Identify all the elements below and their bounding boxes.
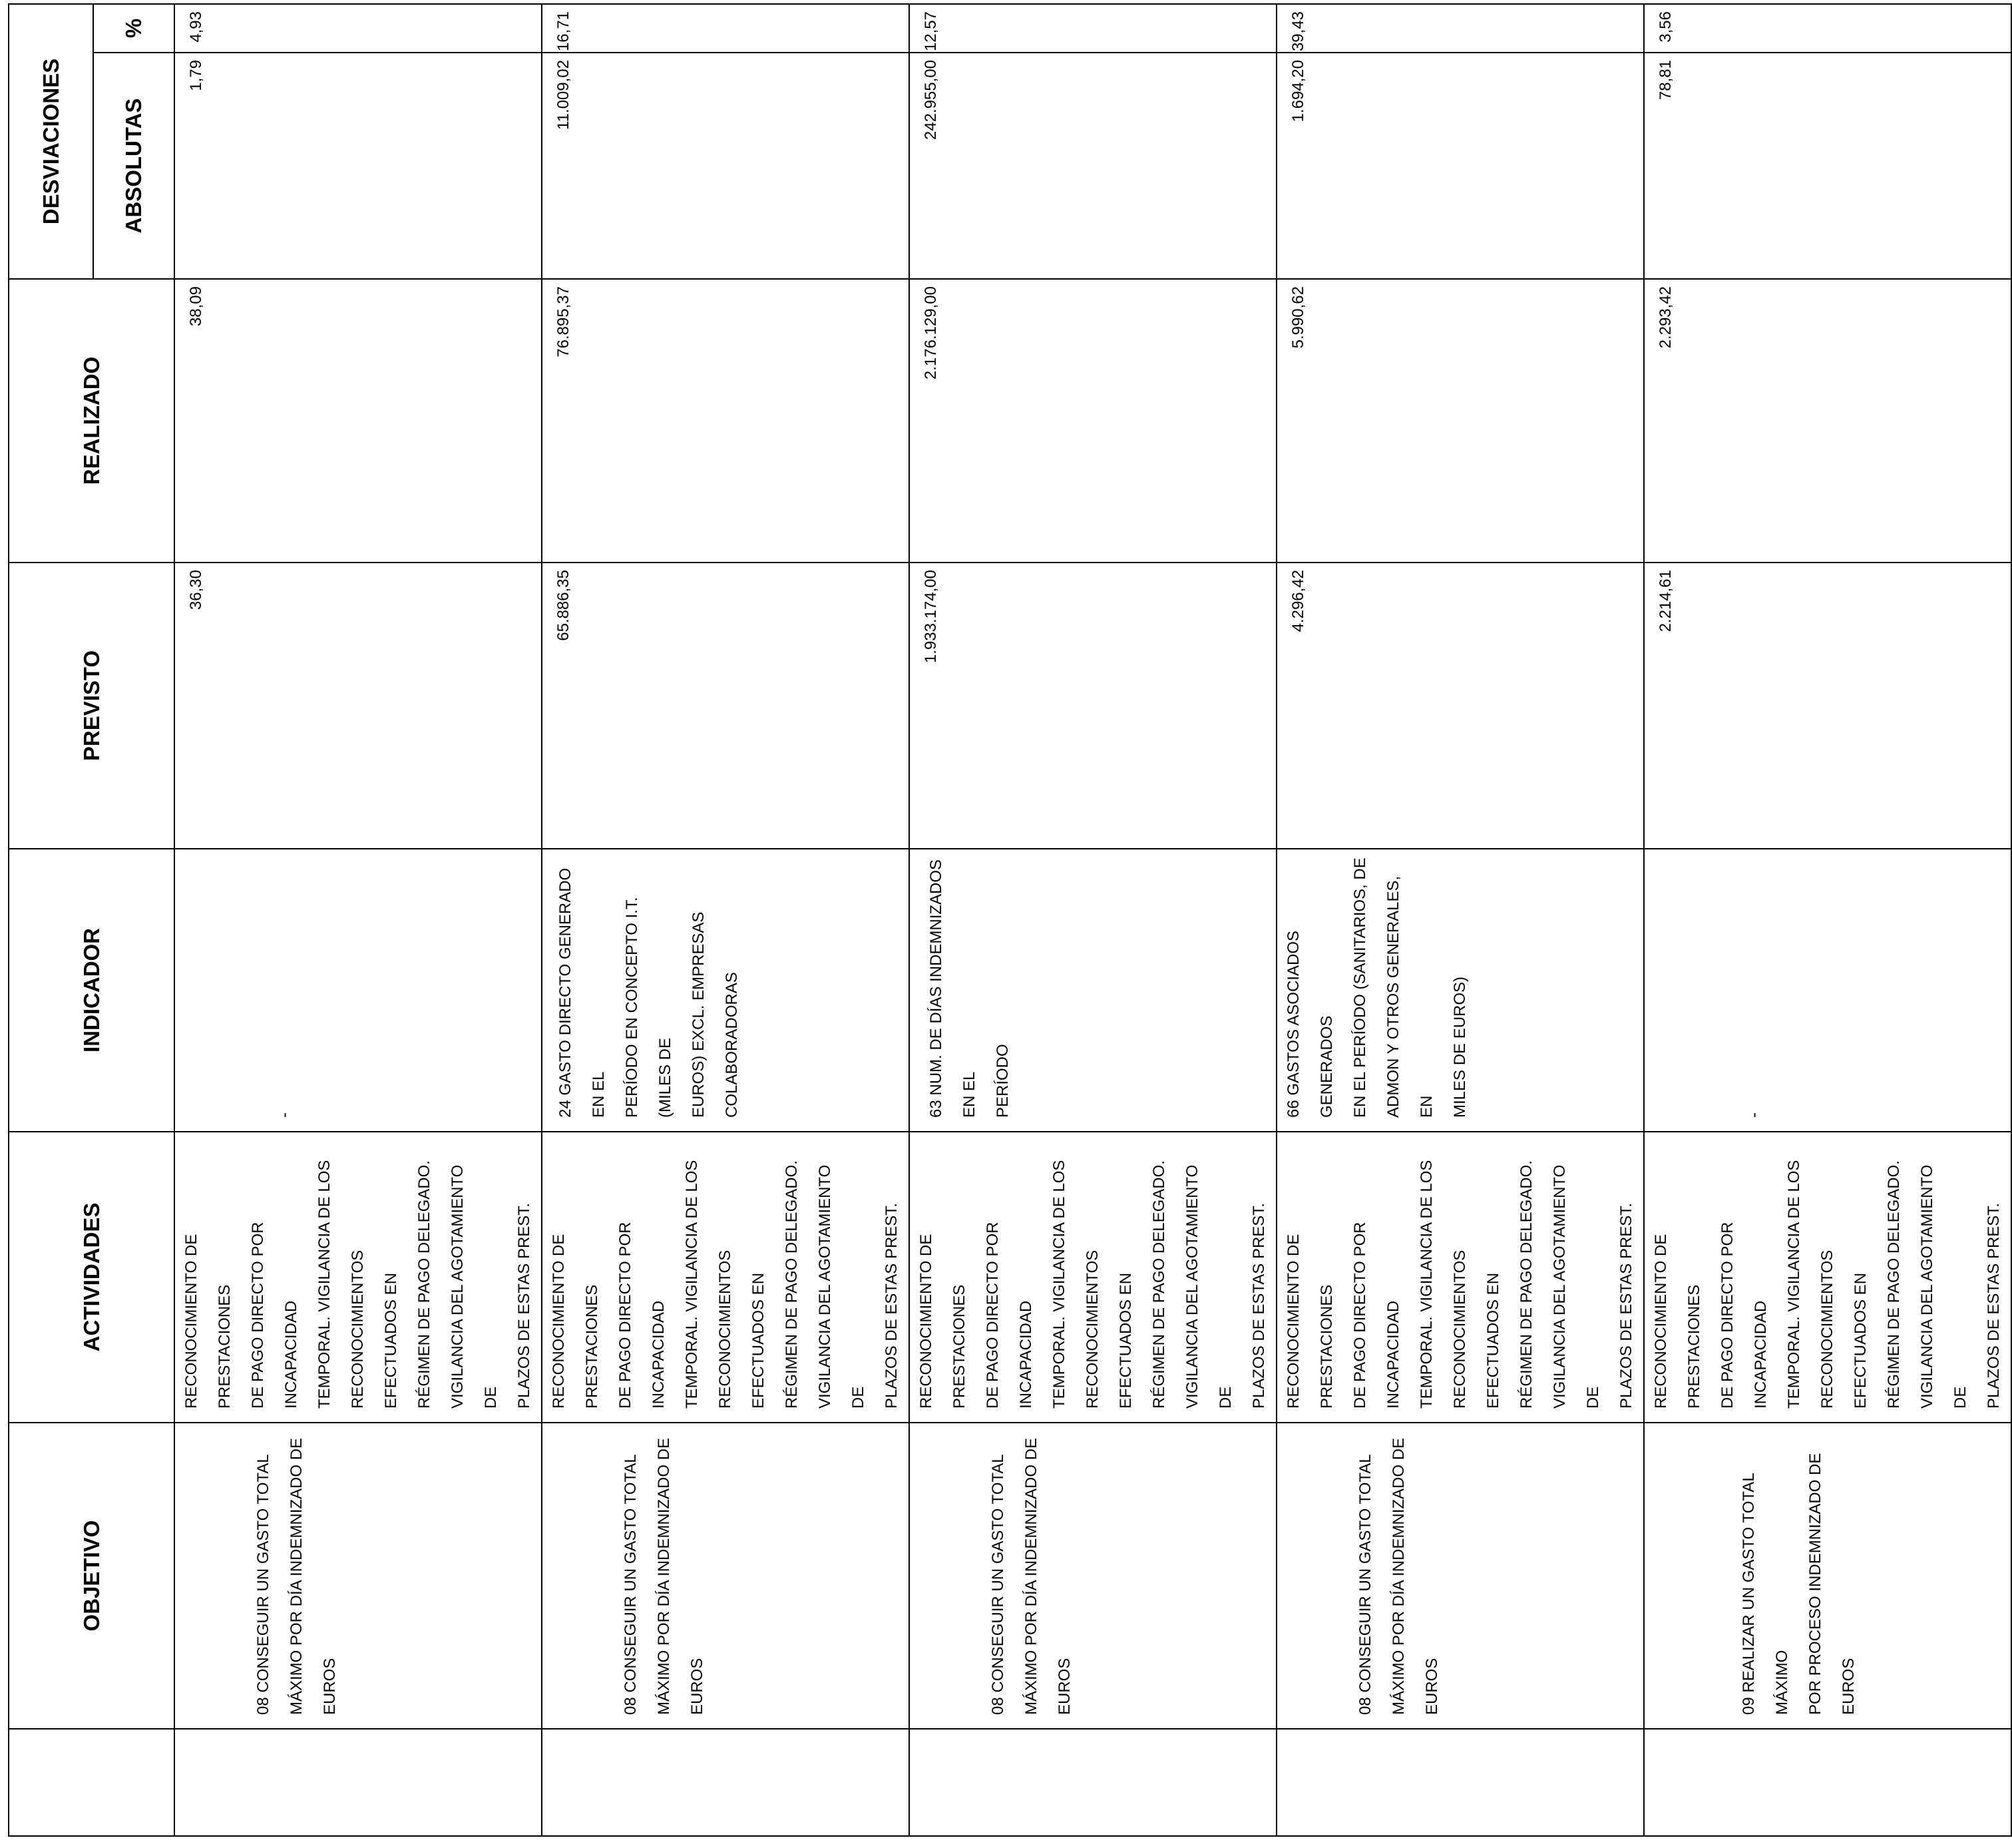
objetivo-cell bbox=[174, 1423, 542, 1729]
actividades-cell-line: RECONOCIMIENTOS EFECTUADOS EN bbox=[349, 1250, 400, 1409]
previsto-value: 36,30 bbox=[187, 570, 205, 610]
actividades-cell-line: TEMPORAL. VIGILANCIA DE LOS bbox=[1785, 1160, 1803, 1409]
actividades-cell-line: PLAZOS DE ESTAS PREST. bbox=[515, 1203, 533, 1409]
previsto-value: 65.886,35 bbox=[554, 570, 572, 641]
actividades-cell-line: RECONOCIMIENTO DE PRESTACIONES bbox=[182, 1234, 234, 1409]
actividades-cell bbox=[542, 1132, 909, 1423]
indicador-cell bbox=[542, 849, 909, 1132]
indicador-cell-line: EN EL PERÍODO (SANITARIOS, DE bbox=[1351, 857, 1369, 1118]
header-absolutas: ABSOLUTAS bbox=[93, 53, 174, 279]
objetivo-cell-line: 08 CONSEGUIR UN GASTO TOTAL bbox=[622, 1454, 640, 1715]
header-desviaciones: DESVIACIONES bbox=[9, 4, 93, 279]
realizado-value: 2.293,42 bbox=[1657, 286, 1675, 349]
realizado-cell bbox=[542, 279, 909, 563]
absolutas-cell bbox=[1644, 53, 2011, 279]
indicador-cell bbox=[1644, 849, 2011, 1132]
previsto-cell bbox=[909, 563, 1277, 849]
actividades-cell-line: VIGILANCIA DEL AGOTAMIENTO DE bbox=[1918, 1164, 1969, 1409]
objetivo-cell bbox=[1644, 1423, 2011, 1729]
absolutas-cell bbox=[542, 53, 909, 279]
indicador-cell-line: EUROS) EXCL. EMPRESAS bbox=[690, 911, 707, 1118]
left-margin-cell bbox=[542, 1729, 909, 1836]
porcentaje-value: 3,56 bbox=[1657, 11, 1675, 43]
realizado-cell bbox=[174, 279, 542, 563]
actividades-cell-line: RECONOCIMIENTOS EFECTUADOS EN bbox=[1451, 1250, 1502, 1409]
objetivo-cell-line: MÁXIMO POR DÍA INDEMNIZADO DE bbox=[1022, 1437, 1040, 1715]
actividades-cell-line: RECONOCIMIENTOS EFECTUADOS EN bbox=[716, 1250, 767, 1409]
indicador-cell-line: 24 GASTO DIRECTO GENERADO EN EL bbox=[556, 867, 608, 1118]
table-row bbox=[1277, 4, 1644, 1836]
actividades-cell-line: DE PAGO DIRECTO POR INCAPACIDAD bbox=[1718, 1222, 1770, 1409]
realizado-value: 38,09 bbox=[187, 286, 205, 327]
indicador-cell-line: 63 NUM. DE DÍAS INDEMNIZADOS EN EL bbox=[927, 859, 978, 1118]
actividades-cell bbox=[1277, 1132, 1644, 1423]
actividades-cell-line: RECONOCIMIENTOS EFECTUADOS EN bbox=[1084, 1250, 1135, 1409]
left-margin-cell bbox=[909, 1729, 1277, 1836]
actividades-cell-line: DE PAGO DIRECTO POR INCAPACIDAD bbox=[984, 1222, 1035, 1409]
objectives-table bbox=[8, 3, 2012, 1837]
actividades-cell-line: PLAZOS DE ESTAS PREST. bbox=[1250, 1203, 1268, 1409]
header-previsto: PREVISTO bbox=[9, 563, 174, 849]
objetivo-cell bbox=[1277, 1423, 1644, 1729]
left-margin-cell bbox=[1644, 1729, 2011, 1836]
indicador-cell-line: 66 GASTOS ASOCIADOS GENERADOS bbox=[1285, 931, 1336, 1118]
actividades-cell-line: DE PAGO DIRECTO POR INCAPACIDAD bbox=[249, 1222, 300, 1409]
header-realizado: REALIZADO bbox=[9, 279, 174, 563]
header-actividades: ACTIVIDADES bbox=[9, 1132, 174, 1423]
porcentaje-cell bbox=[1277, 4, 1644, 53]
indicador-cell bbox=[1277, 849, 1644, 1132]
porcentaje-cell bbox=[542, 4, 909, 53]
actividades-cell-line: RÉGIMEN DE PAGO DELEGADO. bbox=[1517, 1160, 1535, 1409]
actividades-cell-line: RÉGIMEN DE PAGO DELEGADO. bbox=[1885, 1160, 1903, 1409]
actividades-cell-line: VIGILANCIA DEL AGOTAMIENTO DE bbox=[1183, 1164, 1235, 1409]
objetivo-cell bbox=[542, 1423, 909, 1729]
actividades-cell-line: RECONOCIMIENTO DE PRESTACIONES bbox=[1285, 1234, 1336, 1409]
porcentaje-value: 4,93 bbox=[187, 11, 205, 43]
previsto-cell bbox=[174, 563, 542, 849]
table-row bbox=[174, 4, 542, 1836]
previsto-cell bbox=[542, 563, 909, 849]
objetivo-cell bbox=[909, 1423, 1277, 1729]
indicador-cell bbox=[909, 849, 1277, 1132]
realizado-value: 76.895,37 bbox=[554, 286, 572, 357]
objetivo-cell-line: MÁXIMO POR DÍA INDEMNIZADO DE bbox=[655, 1437, 673, 1715]
actividades-cell-line: RÉGIMEN DE PAGO DELEGADO. bbox=[1150, 1160, 1168, 1409]
realizado-value: 2.176.129,00 bbox=[922, 286, 940, 380]
objetivo-cell-line: EUROS bbox=[1056, 1658, 1074, 1715]
objetivo-cell-line: 08 CONSEGUIR UN GASTO TOTAL bbox=[989, 1454, 1007, 1715]
actividades-cell bbox=[174, 1132, 542, 1423]
table-row bbox=[1644, 4, 2011, 1836]
indicador-cell-line: MILES DE EUROS) bbox=[1451, 976, 1469, 1118]
actividades-cell-line: RECONOCIMIENTO DE PRESTACIONES bbox=[550, 1234, 601, 1409]
realizado-value: 5.990,62 bbox=[1289, 286, 1307, 349]
actividades-cell-line: RÉGIMEN DE PAGO DELEGADO. bbox=[783, 1160, 801, 1409]
actividades-cell-line: VIGILANCIA DEL AGOTAMIENTO DE bbox=[1551, 1164, 1602, 1409]
porcentaje-value: 39,43 bbox=[1289, 11, 1307, 52]
actividades-cell-line: RECONOCIMIENTO DE PRESTACIONES bbox=[1652, 1234, 1703, 1409]
indicador-cell-line: - bbox=[276, 1112, 294, 1118]
left-margin-cell bbox=[9, 1729, 174, 1836]
actividades-cell-line: DE PAGO DIRECTO POR INCAPACIDAD bbox=[616, 1222, 668, 1409]
realizado-cell bbox=[909, 279, 1277, 563]
objetivo-cell-line: MÁXIMO POR DÍA INDEMNIZADO DE bbox=[1390, 1437, 1408, 1715]
absolutas-cell bbox=[174, 53, 542, 279]
left-margin-cell bbox=[1277, 1729, 1644, 1836]
table-row bbox=[542, 4, 909, 1836]
header-indicador: INDICADOR bbox=[9, 849, 174, 1132]
actividades-cell bbox=[1644, 1132, 2011, 1423]
indicador-cell-line: PERÍODO bbox=[994, 1044, 1012, 1118]
previsto-value: 2.214,61 bbox=[1657, 570, 1675, 632]
actividades-cell-line: TEMPORAL. VIGILANCIA DE LOS bbox=[1050, 1160, 1068, 1409]
realizado-cell bbox=[1644, 279, 2011, 563]
previsto-cell bbox=[1277, 563, 1644, 849]
previsto-cell bbox=[1644, 563, 2011, 849]
porcentaje-cell bbox=[1644, 4, 2011, 53]
previsto-value: 1.933.174,00 bbox=[922, 570, 940, 664]
actividades-cell-line: TEMPORAL. VIGILANCIA DE LOS bbox=[1418, 1160, 1436, 1409]
porcentaje-cell bbox=[909, 4, 1277, 53]
porcentaje-value: 16,71 bbox=[554, 11, 572, 52]
table-row bbox=[909, 4, 1277, 1836]
indicador-cell-line: ADMON Y OTROS GENERALES, EN bbox=[1384, 875, 1436, 1118]
objetivo-cell-line: EUROS bbox=[688, 1658, 706, 1715]
actividades-cell-line: PLAZOS DE ESTAS PREST. bbox=[1617, 1203, 1635, 1409]
actividades-cell-line: VIGILANCIA DEL AGOTAMIENTO DE bbox=[449, 1164, 500, 1409]
header-objetivo: OBJETIVO bbox=[9, 1423, 174, 1729]
objetivo-cell-line: MÁXIMO POR DÍA INDEMNIZADO DE bbox=[288, 1437, 305, 1715]
absolutas-value: 11.009,02 bbox=[554, 60, 572, 130]
indicador-cell-line: - bbox=[1745, 1112, 1763, 1118]
realizado-cell bbox=[1277, 279, 1644, 563]
objetivo-cell-line: POR PROCESO INDEMNIZADO DE EUROS bbox=[1806, 1453, 1858, 1715]
indicador-cell bbox=[174, 849, 542, 1132]
objetivo-cell-line: EUROS bbox=[1423, 1658, 1441, 1715]
left-margin-cell bbox=[174, 1729, 542, 1836]
actividades-cell-line: DE PAGO DIRECTO POR INCAPACIDAD bbox=[1351, 1222, 1402, 1409]
absolutas-value: 1,79 bbox=[187, 60, 205, 91]
absolutas-value: 242.955,00 bbox=[922, 60, 940, 140]
actividades-cell-line: TEMPORAL. VIGILANCIA DE LOS bbox=[683, 1160, 701, 1409]
actividades-cell-line: RECONOCIMIENTO DE PRESTACIONES bbox=[917, 1234, 968, 1409]
absolutas-value: 78,81 bbox=[1657, 60, 1675, 101]
absolutas-value: 1.694,20 bbox=[1289, 60, 1307, 122]
porcentaje-value: 12,57 bbox=[922, 11, 940, 52]
actividades-cell bbox=[909, 1132, 1277, 1423]
absolutas-cell bbox=[909, 53, 1277, 279]
actividades-cell-line: RECONOCIMIENTOS EFECTUADOS EN bbox=[1818, 1250, 1870, 1409]
table-body bbox=[174, 4, 2011, 1836]
previsto-value: 4.296,42 bbox=[1289, 570, 1307, 632]
actividades-cell-line: PLAZOS DE ESTAS PREST. bbox=[883, 1203, 901, 1409]
objetivo-cell-line: 08 CONSEGUIR UN GASTO TOTAL bbox=[254, 1454, 272, 1715]
indicador-cell-line: COLABORADORAS bbox=[723, 972, 741, 1118]
indicador-cell-line: PERÍODO EN CONCEPTO I.T.(MILES DE bbox=[623, 897, 674, 1118]
actividades-cell-line: VIGILANCIA DEL AGOTAMIENTO DE bbox=[816, 1164, 867, 1409]
actividades-cell-line: TEMPORAL. VIGILANCIA DE LOS bbox=[315, 1160, 333, 1409]
header-porcentaje: % bbox=[93, 4, 174, 53]
actividades-cell-line: PLAZOS DE ESTAS PREST. bbox=[1985, 1203, 2003, 1409]
absolutas-cell bbox=[1277, 53, 1644, 279]
objetivo-cell-line: 09 REALIZAR UN GASTO TOTAL MÁXIMO bbox=[1740, 1473, 1791, 1715]
objetivo-cell-line: 08 CONSEGUIR UN GASTO TOTAL bbox=[1356, 1454, 1374, 1715]
actividades-cell-line: RÉGIMEN DE PAGO DELEGADO. bbox=[415, 1160, 433, 1409]
objetivo-cell-line: EUROS bbox=[321, 1658, 339, 1715]
porcentaje-cell bbox=[174, 4, 542, 53]
